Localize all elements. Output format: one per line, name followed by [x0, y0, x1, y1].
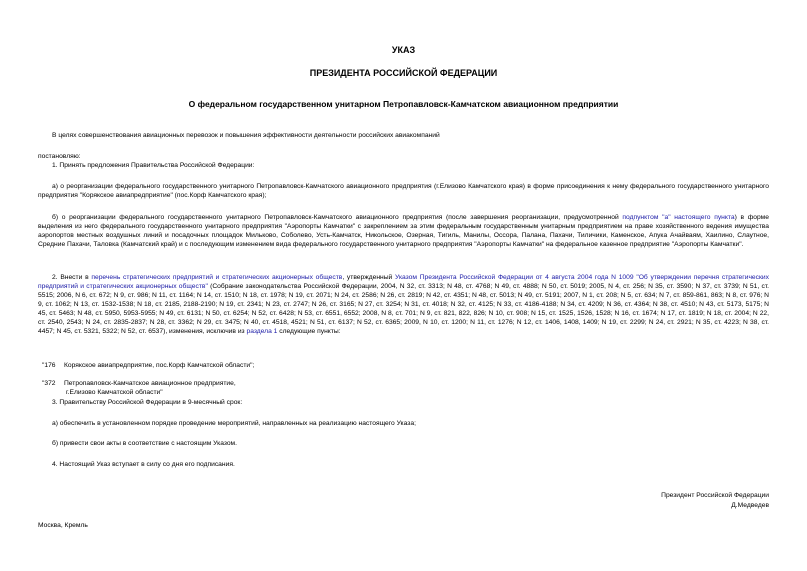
item-2-text-1: 2. Внести в	[52, 274, 92, 281]
item-1: 1. Принять предложения Правительства Российской Федерации:	[52, 162, 255, 169]
excluded-item-372-text: Петропавловск-Камчатское авиационное предприятие,	[64, 380, 236, 387]
signature-name: Д.Медведев	[731, 502, 769, 509]
document-subject: О федеральном государственном унитарном Петропавловск-Камчатском авиационном предприятии	[188, 99, 619, 109]
item-3: 3. Правительству Российской Федерации в 9-месячный срок:	[52, 399, 243, 406]
strategic-list-link[interactable]: перечень стратегических предприятий и стратегических акционерных обществ	[91, 274, 343, 281]
document-title: УКАЗ	[391, 45, 416, 55]
item-4: 4. Настоящий Указ вступает в силу со дня его подписания.	[52, 461, 235, 468]
excluded-item-176-number: "176	[42, 362, 56, 369]
section-1-link[interactable]: раздела 1	[246, 328, 278, 335]
decree-1009-link[interactable]: Указом Президента Российской Федерации от 4 августа 2004 года N 1009 "Об утверждении перечня стратегических предприятий и стратегических акционерных обществ"	[38, 274, 769, 290]
signing-place: Москва, Кремль	[38, 522, 88, 529]
item-2-text-4: следующие пункты:	[277, 328, 341, 335]
item-2-text-3: (Собрание законодательства Российской Федерации, 2004, N 32, ст. 3313; N 48, ст. 4768; N 49, ст. 4888; N 50, ст. 5019; 2005, N 4, ст. 256; N 35, ст. 3590; N 37, ст. 3739; N 51, ст. 5515; 2006, N 6, ст. 672; N 9, ст. 986; N 11, ст. 1164; N 14, ст. 1510; N 18, ст. 1978; N 19, ст. 2071; N 24, ст. 2586; N 26, ст. 2819; N 42, ст. 4351; N 48, ст. 5013; N 49, ст. 5191; 2007, N 1, ст. 208; N 5, ст. 634; N 7, ст. 859-861, 863; N 8, ст. 976; N 9, ст. 1062; N 13, ст. 1532-1538; N 18, ст. 2185, 2188-2190; N 19, ст. 2341; N 23, ст. 2747; N 26, ст. 3165; N 27, ст. 3254; N 31, ст. 4018; N 32, ст. 4125; N 33, ст. 4186-4188; N 34, ст. 4209; N 36, ст. 4364; N 38, ст. 4510; N 43, ст. 5173, 5175; N 45, ст. 5463; N 48, ст. 5950, 5953-5955; N 49, ст. 6131; N 50, ст. 6254; N 52, ст. 6428; N 53, ст. 6551, 6552; 2008, N 8, ст. 701; N 9, ст. 821, 822, 826; N 10, ст. 908; N 15, ст. 1525, 1526, 1528; N 16, ст. 1674; N 17, ст. 1819; N 18, ст. 2004; N 22, ст. 2540, 2543; N 24, ст. 2835-2837; N 28, ст. 3362; N 29, ст. 3475; N 40, ст. 4518, 4521; N 51, ст. 6137; N 52, ст. 6365; 2009, N 10, ст. 1200; N 11, ст. 1276; N 12, ст. 1406, 1408, 1409; N 19, ст. 2299; N 24, ст. 2921; N 35, ст. 4223; N 38, ст. 4457; N 45, ст. 5321, 5322; N 52, ст. 6537), изменения, исключив из	[38, 283, 769, 335]
excluded-item-372-text-line2: г.Елизово Камчатской области"	[66, 389, 163, 396]
item-1b-text-end: ) в форме выделения из него федерального государственного унитарного предприятия "Аэропорты Камчатки" с закреплением за этим федеральным государственным унитарным предприятием на праве хозяйственного ведения имущества аэропортов местных воздушных линий и посадочных площадок Мильково, Соболево, Усть-Камчатск, Никольское, Озерная, Тигиль, Манилы, Оссора, Палана, Пахачи, Тиличики, Каменское, Апука Ачайваям, Хаилино, Слаутное, Средние Пахачи, Таловка (Камчатский край) и с последующим изменением вида федерального государственного унитарного предприятия "Аэропорты Камчатки" на федеральное казенное предприятие "Аэропорты Камчатки".	[38, 214, 769, 248]
item-1b-text-start: б) о реорганизации федерального государственного унитарного Петропавловск-Камчатского авиационного предприятия (после завершения реорганизации, предусмотренной	[52, 214, 623, 221]
preamble: В целях совершенствования авиационных перевозок и повышения эффективности деятельности российских авиакомпаний	[52, 132, 440, 139]
item-2	[38, 273, 769, 336]
item-1a: а) о реорганизации федерального государственного унитарного Петропавловск-Камчатского авиационного предприятия (г.Елизово Камчатского края) в форме присоединения к нему федерального государственного унитарного предприятия "Корякское авиапредприятие" (пос.Корф Камчатского края);	[38, 183, 769, 199]
item-1b	[38, 213, 769, 249]
item-3a: а) обеспечить в установленном порядке проведение мероприятий, направленных на реализацию настоящего Указа;	[52, 420, 416, 427]
item-3b: б) привести свои акты в соответствие с настоящим Указом.	[52, 440, 237, 447]
item-2-text-2: , утвержденный	[342, 274, 396, 281]
subitem-a-link[interactable]: подпунктом "а" настоящего пункта	[622, 214, 735, 221]
excluded-item-372-number: "372	[42, 380, 56, 387]
document-issuer: ПРЕЗИДЕНТА РОССИЙСКОЙ ФЕДЕРАЦИИ	[309, 68, 498, 78]
resolve-word: постановляю:	[38, 153, 81, 160]
excluded-item-176-text: Корякское авиапредприятие, пос.Корф Камчатской области";	[64, 362, 255, 369]
signature-position: Президент Российской Федерации	[661, 492, 769, 499]
